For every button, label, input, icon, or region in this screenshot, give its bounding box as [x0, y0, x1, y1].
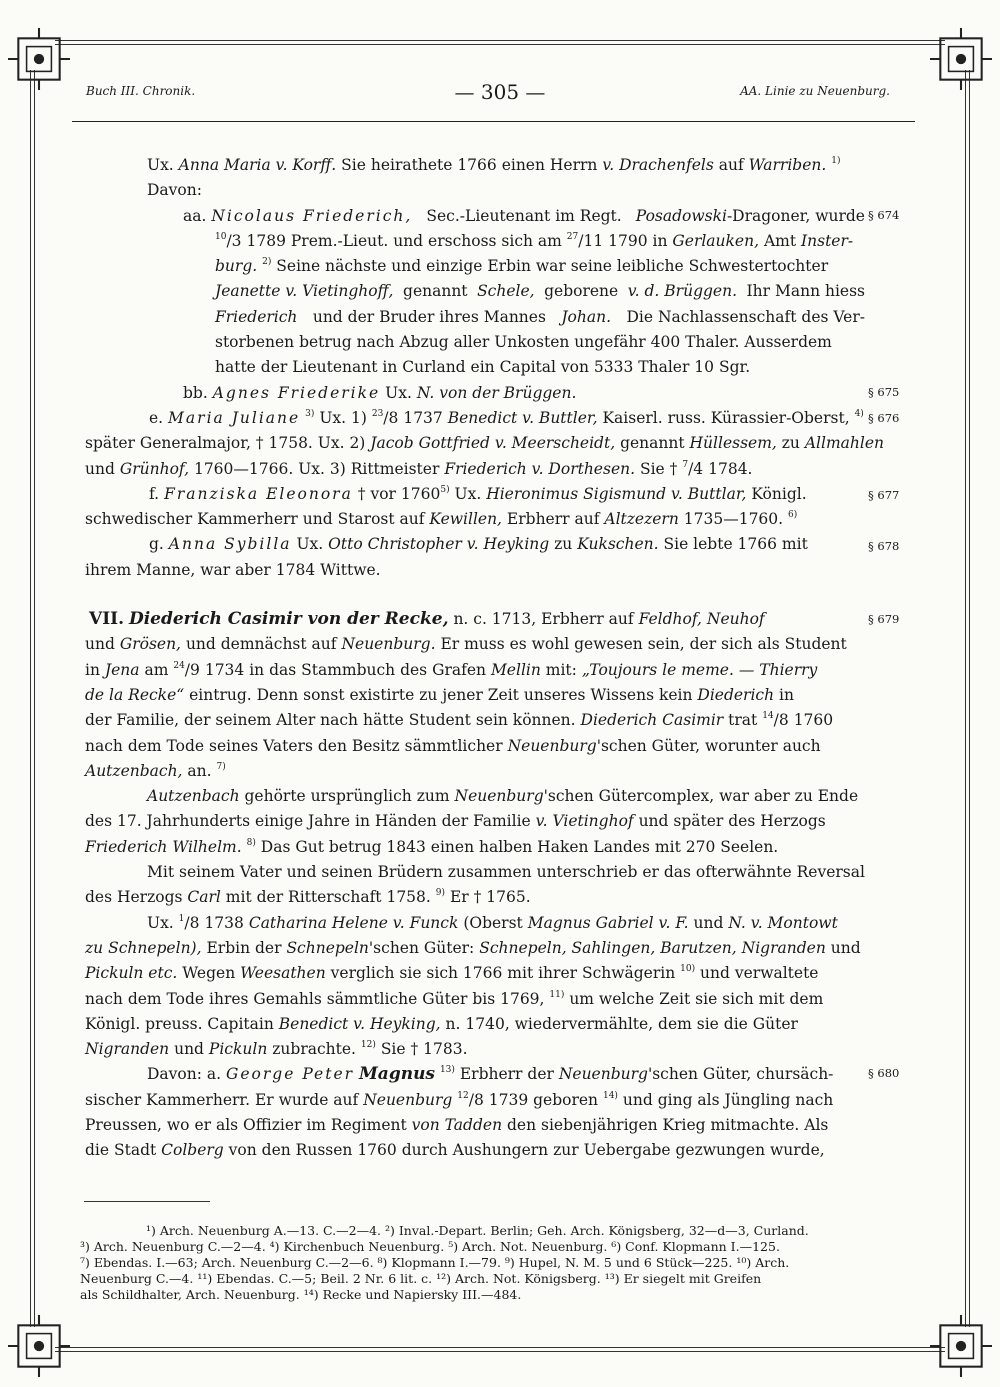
text-line: zu Schnepeln), Erbin der Schnepeln'schen Güter: Schnepeln, Sahlingen, Barutzen, Nigranden und: [85, 938, 861, 957]
margin-note: § 676: [868, 411, 900, 425]
text-line: ihrem Manne, war aber 1784 Wittwe.: [85, 560, 381, 579]
text-line: de la Recke“ eintrug. Denn sonst existirte zu jener Zeit unseres Wissens kein Diederich in: [85, 685, 794, 704]
text-line: des 17. Jahrhunderts einige Jahre in Händen der Familie v. Vietinghof und später des Herzogs: [85, 812, 826, 831]
frame-right: [965, 70, 970, 1327]
corner-ornament-icon: [930, 1315, 992, 1377]
frame-bottom: [55, 1347, 945, 1352]
text-line: die Stadt Colberg von den Russen 1760 durch Aushungern zur Uebergabe gezwungen wurde,: [85, 1141, 825, 1160]
text-line: Autzenbach gehörte ursprünglich zum Neuenburg'schen Gütercomplex, war aber zu Ende: [147, 787, 859, 806]
footnote-line: ³) Arch. Neuenburg C.—2—4. ⁴) Kirchenbuch Neuenburg. ⁵) Arch. Not. Neuenburg. ⁶) Conf. Klopmann I.—125.: [80, 1239, 780, 1254]
footnote-rule: [84, 1201, 210, 1202]
text-line: Autzenbach, an. $^{7)}$: [85, 761, 226, 780]
text-line: Nigranden und Pickuln zubrachte. $^{12)}$ Sie † 1783.: [85, 1040, 468, 1059]
header-right: AA. Linie zu Neuenburg.: [740, 84, 890, 98]
text-line: $^{10}$/3 1789 Prem.-Lieut. und erschoss sich am $^{27}$/11 1790 in Gerlauken, Amt Inster-: [215, 231, 854, 250]
text-line: sischer Kammerherr. Er wurde auf Neuenburg $^{12}$/8 1739 geboren $^{14)}$ und ging als Jüngling nach: [85, 1090, 834, 1109]
footnote-line: ⁷) Ebendas. I.—63; Arch. Neuenburg C.—2—6. ⁸) Klopmann I.—79. ⁹) Hupel, N. M. 5 und 6 Stück—225. ¹⁰) Arch.: [80, 1255, 790, 1270]
text-line: nach dem Tode seines Vaters den Besitz sämmtlicher Neuenburg'schen Güter, worunter auch: [85, 736, 821, 755]
corner-ornament-icon: [8, 1315, 70, 1377]
text-line: burg. $^{2)}$ Seine nächste und einzige Erbin war seine leibliche Schwestertochter: [215, 257, 829, 276]
frame-top: [55, 40, 945, 45]
margin-note: § 677: [868, 488, 900, 502]
margin-note: § 674: [868, 208, 900, 222]
margin-note: § 678: [868, 539, 900, 553]
footnotes: [80, 1223, 864, 1303]
text-line: Jeanette v. Vietinghoff, genannt Schele, geborene v. d. Brüggen. Ihr Mann hiess: [215, 282, 865, 301]
text-line: der Familie, der seinem Alter nach hätte Student sein können. Diederich Casimir trat $^{14}$/8 1760: [85, 711, 834, 730]
text-line: Ux. Anna Maria v. Korff. Sie heirathete 1766 einen Herrn v. Drachenfels auf Warriben. $^{1)}$: [147, 156, 841, 174]
text-line: und Grünhof, 1760—1766. Ux. 3) Rittmeister Friederich v. Dorthesen. Sie † $^7$/4 1784.: [85, 459, 753, 478]
footnote-line: ¹) Arch. Neuenburg A.—13. C.—2—4. ²) Inval.-Depart. Berlin; Geh. Arch. Königsberg, 32—d—3, Curland.: [146, 1223, 809, 1238]
header-left: Buch III. Chronik.: [86, 84, 196, 98]
text-line: f. Franziska Eleonora † vor 1760$^{5)}$ Ux. Hieronimus Sigismund v. Buttlar, Königl.: [149, 484, 807, 503]
text-line: des Herzogs Carl mit der Ritterschaft 1758. $^{9)}$ Er † 1765.: [85, 888, 531, 907]
text-line: schwedischer Kammerherr und Starost auf Kewillen, Erbherr auf Altzezern 1735—1760. $^{6)}$: [85, 510, 798, 529]
text-line: in Jena am $^{24}$/9 1734 in das Stammbuch des Grafen Mellin mit: „Toujours le meme. — Thierry: [85, 660, 818, 679]
text-line: Ux. $^1$/8 1738 Catharina Helene v. Funck (Oberst Magnus Gabriel v. F. und N. v. Montowt: [147, 913, 838, 932]
text-line: und Grösen, und demnächst auf Neuenburg. Er muss es wohl gewesen sein, der sich als Student: [85, 635, 847, 654]
frame-left: [30, 70, 35, 1327]
text-line: Friederich und der Bruder ihres Mannes Johan. Die Nachlassenschaft des Ver-: [215, 307, 865, 326]
margin-note: § 679: [868, 612, 900, 626]
text-line: Pickuln etc. Wegen Weesathen verglich sie sich 1766 mit ihrer Schwägerin $^{10)}$ und verwaltete: [85, 964, 819, 983]
text-line: später Generalmajor, † 1758. Ux. 2) Jacob Gottfried v. Meerscheidt, genannt Hüllessem, zu Allmahlen: [85, 434, 885, 453]
text-line: Davon: a. George Peter Magnus $^{13)}$ Erbherr der Neuenburg'schen Güter, chursäch-: [147, 1064, 834, 1085]
section-heading-line: VII. Diederich Casimir von der Recke, n. c. 1713, Erbherr auf Feldhof, Neuhof: [89, 609, 765, 630]
margin-note: § 680: [868, 1066, 900, 1080]
text-line: hatte der Lieutenant in Curland ein Capital von 5333 Thaler 10 Sgr.: [215, 358, 751, 377]
text-line: Mit seinem Vater und seinen Brüdern zusammen unterschrieb er das ofterwähnte Reversal: [147, 863, 865, 882]
text-line: Friederich Wilhelm. $^{8)}$ Das Gut betrug 1843 einen halben Haken Landes mit 270 Seelen.: [85, 837, 779, 856]
text-line: Königl. preuss. Capitain Benedict v. Heyking, n. 1740, wiedervermählte, dem sie die Güter: [85, 1014, 798, 1033]
text-line: e. Maria Juliane $^{3)}$ Ux. 1) $^{23}$/8 1737 Benedict v. Buttler, Kaiserl. russ. Kürassier-Oberst, $^{4)}$: [149, 408, 864, 427]
page-number: — 305 —: [454, 80, 546, 104]
footnote-line: Neuenburg C.—4. ¹¹) Ebendas. C.—5; Beil. 2 Nr. 6 lit. c. ¹²) Arch. Not. Königsberg. ¹³) Er siegelt mit Greifen: [80, 1271, 762, 1286]
margin-note: § 675: [868, 385, 900, 399]
text-line: bb. Agnes Friederike Ux. N. von der Brüggen.: [183, 383, 577, 402]
text-line: storbenen betrug nach Abzug aller Unkosten ungefähr 400 Thaler. Ausserdem: [215, 333, 832, 352]
text-line: g. Anna Sybilla Ux. Otto Christopher v. Heyking zu Kukschen. Sie lebte 1766 mit: [149, 535, 808, 554]
text-line: Davon:: [147, 181, 202, 200]
text-line: aa. Nicolaus Friederich, Sec.-Lieutenant im Regt. Posadowski-Dragoner, wurde: [183, 206, 865, 225]
text-line: nach dem Tode ihres Gemahls sämmtliche Güter bis 1769, $^{11)}$ um welche Zeit sie sich mit dem: [85, 989, 824, 1008]
footnote-line: als Schildhalter, Arch. Neuenburg. ¹⁴) Recke und Napiersky III.—484.: [80, 1287, 522, 1302]
text-line: Preussen, wo er als Offizier im Regiment von Tadden den siebenjährigen Krieg mitmachte. Als: [85, 1115, 829, 1134]
header-rule: [72, 121, 915, 122]
